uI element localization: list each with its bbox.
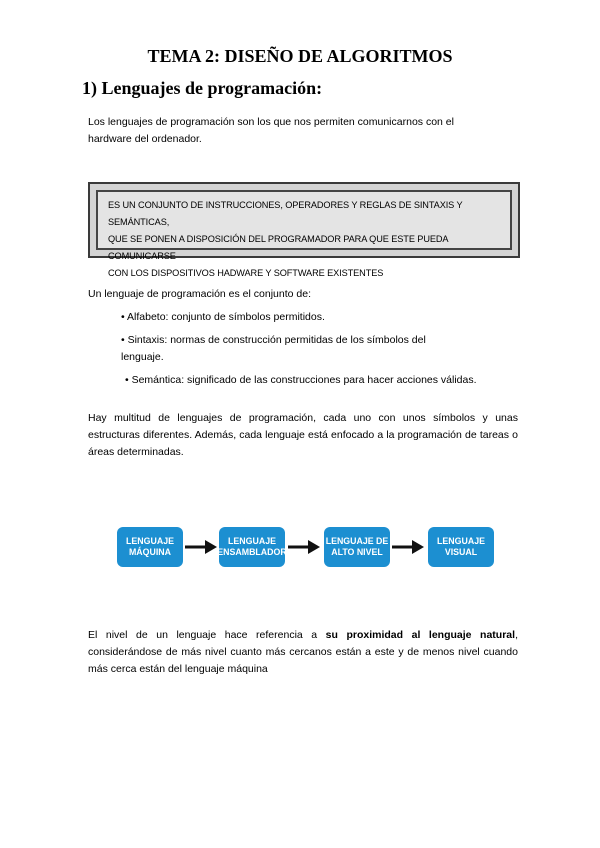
flow-node-maquina-line2: MÁQUINA [128,547,172,557]
paragraph-multitude: Hay multitud de lenguajes de programación, cada uno con unos símbolos y unas estructuras diferentes. Además, cada lenguaje está enfocado a la programación de tareas o áreas determinadas. [88,412,518,458]
flow-node-ensamblador-line2: ENSAMBLADOR [217,547,287,557]
definition-line-3: CON LOS DISPOSITIVOS HADWARE Y SOFTWARE EXISTENTES [108,268,384,278]
definition-line-2: QUE SE PONEN A DISPOSICIÓN DEL PROGRAMADOR PARA QUE ESTE PUEDA COMUNICARSE [108,234,448,261]
flow-node-ensamblador [219,527,285,567]
flow-node-visual-line2: VISUAL [444,547,478,557]
intro-line-1: Los lenguajes de programación son los que nos permiten comunicarnos con el [88,116,454,128]
intro-line-2: hardware del ordenador. [88,133,202,145]
section-heading: 1) Lenguajes de programación: [82,78,323,98]
arrow-right-icon [185,538,219,556]
intro-paragraph [88,114,488,148]
definition-box-inner [96,190,512,278]
paragraph-level [88,627,518,678]
bullet-alfabeto: • Alfabeto: conjunto de símbolos permitidos. [121,311,325,323]
flow-node-alto-nivel-line2: ALTO NIVEL [331,547,383,557]
set-intro: Un lenguaje de programación es el conjunto de: [88,288,311,300]
flow-node-maquina-line1: LENGUAJE [126,536,174,546]
bullet-semantica: • Semántica: significado de las construcciones para hacer acciones válidas. [125,374,477,386]
definition-box [88,182,520,278]
flow-node-visual [428,527,494,567]
flow-node-alto-nivel-line1: LENGUAJE DE [325,536,389,546]
paragraph-level-bold: su proximidad al lenguaje natural [325,629,516,641]
flow-node-visual-line1: LENGUAJE [437,536,485,546]
flow-node-ensamblador-line1: LENGUAJE [228,536,276,546]
flow-node-alto-nivel [324,527,390,567]
arrow-right-icon [288,538,322,556]
arrow-right-icon [392,538,426,556]
paragraph-level-part2: , considerándose de más nivel cuanto más cercanos están a este y de menos nivel cuando más cerca están del lenguaje máquina [88,629,518,675]
definition-line-1: ES UN CONJUNTO DE INSTRUCCIONES, OPERADORES Y REGLAS DE SINTAXIS Y SEMÁNTICAS, [108,200,463,227]
page-title: TEMA 2: DISEÑO DE ALGORITMOS [147,46,453,66]
paragraph-level-part1: El nivel de un lenguaje hace referencia a [88,629,326,641]
flow-node-maquina [117,527,183,567]
bullet-sintaxis: • Sintaxis: normas de construcción permitidas de los símbolos del lenguaje. [121,334,426,363]
